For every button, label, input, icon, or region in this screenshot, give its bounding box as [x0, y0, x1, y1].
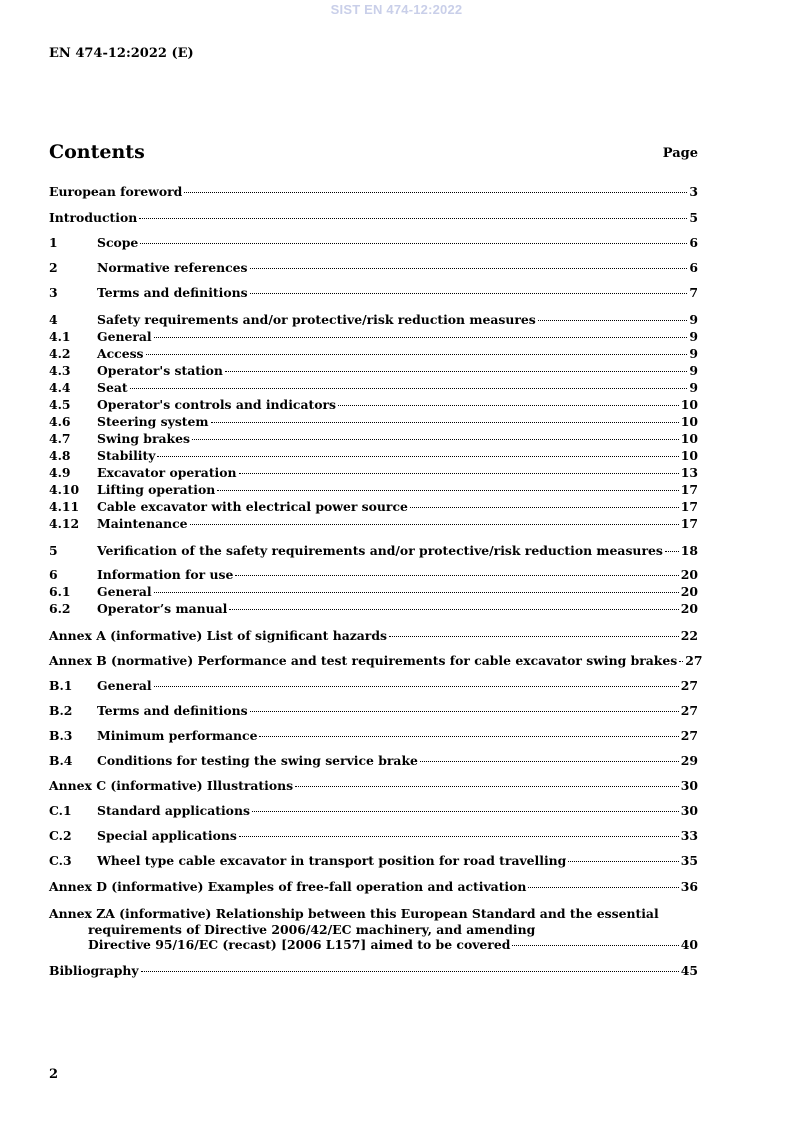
toc-entry[interactable] [49, 447, 698, 464]
dot-leader [665, 551, 679, 552]
dot-leader [157, 456, 678, 457]
dot-leader [250, 268, 688, 269]
dot-leader [259, 736, 678, 737]
toc-entry-title: Excavator operation [97, 465, 237, 480]
toc-entry-number: 4.5 [49, 397, 71, 412]
dot-leader [139, 218, 687, 219]
toc-entry-page: 30 [680, 803, 698, 818]
toc-entry-number: C.3 [49, 853, 72, 868]
dot-leader [512, 945, 678, 946]
toc-entry-page: 5 [689, 210, 698, 225]
toc-entry-title: Conditions for testing the swing service brake [97, 753, 418, 768]
toc-entry[interactable] [49, 878, 698, 895]
toc-entry-page: 20 [680, 584, 698, 599]
toc-entry[interactable] [49, 515, 698, 532]
toc-entry-page: 27 [680, 678, 698, 693]
toc-entry[interactable] [49, 652, 703, 669]
dot-leader [679, 661, 683, 662]
toc-entry-title: Operator’s manual [97, 601, 228, 616]
toc-entry[interactable] [49, 727, 698, 744]
toc-entry[interactable] [49, 583, 698, 600]
toc-entry-page: 22 [680, 628, 698, 643]
toc-entry-title: Normative references [97, 260, 248, 275]
toc-entry-number: 2 [49, 260, 58, 275]
toc-entry-title: Scope [97, 235, 139, 250]
toc-entry[interactable] [49, 396, 698, 413]
toc-entry-number: 5 [49, 543, 58, 558]
toc-entry-title: Terms and definitions [97, 285, 248, 300]
toc-entry-number: 4.7 [49, 431, 71, 446]
toc-entry-title: European foreword [49, 184, 183, 199]
toc-entry-page: 13 [680, 465, 698, 480]
toc-entry-page: 18 [680, 543, 698, 558]
toc-entry-number: 4.11 [49, 499, 80, 514]
toc-entry-page: 29 [680, 753, 698, 768]
toc-entry-title: Bibliography [49, 963, 139, 978]
dot-leader [252, 811, 679, 812]
toc-entry-page: 10 [680, 397, 698, 412]
toc-entry-title: Standard applications [97, 803, 250, 818]
toc-entry-page: 27 [680, 703, 698, 718]
toc-entry[interactable] [49, 259, 698, 276]
toc-entry[interactable] [49, 362, 698, 379]
toc-entry-title: Annex ZA (informative) Relationship between this European Standard and the essential [49, 906, 659, 921]
toc-entry-title: Seat [97, 380, 128, 395]
toc-entry-title: Annex A (informative) List of significant hazards [49, 628, 387, 643]
toc-entry-page: 7 [689, 285, 698, 300]
dot-leader [538, 320, 688, 321]
toc-entry-title: Lifting operation [97, 482, 216, 497]
toc-entry[interactable] [49, 413, 698, 430]
toc-entry-page: 17 [680, 499, 698, 514]
toc-entry-page: 6 [689, 260, 698, 275]
toc-entry[interactable] [49, 600, 698, 617]
toc-entry[interactable] [49, 498, 698, 515]
toc-entry-title: Swing brakes [97, 431, 190, 446]
toc-entry-number: 4.10 [49, 482, 80, 497]
dot-leader [130, 388, 688, 389]
toc-entry[interactable] [49, 311, 698, 328]
toc-entry[interactable] [49, 802, 698, 819]
page-column-label: Page [662, 146, 698, 161]
dot-leader [154, 592, 679, 593]
toc-entry-page: 10 [680, 431, 698, 446]
toc-entry-page: 9 [689, 312, 698, 327]
page-title: Contents [49, 141, 145, 163]
toc-entry[interactable] [49, 702, 698, 719]
dot-leader [184, 192, 687, 193]
toc-entry-title-continued: requirements of Directive 2006/42/EC machinery, and amending [88, 921, 536, 937]
toc-entry[interactable] [49, 430, 698, 447]
toc-entry-page: 10 [680, 414, 698, 429]
toc-entry-page: 6 [689, 235, 698, 250]
toc-entry-title: Special applications [97, 828, 237, 843]
toc-entry-title: Introduction [49, 210, 138, 225]
toc-entry[interactable] [49, 677, 698, 694]
dot-leader [239, 836, 679, 837]
toc-entry-title: Maintenance [97, 516, 188, 531]
toc-entry[interactable] [49, 183, 698, 200]
toc-entry[interactable] [49, 627, 698, 644]
dot-leader [420, 761, 679, 762]
toc-entry-page: 35 [680, 853, 698, 868]
toc-entry-page: 17 [680, 516, 698, 531]
toc-entry-page: 40 [680, 937, 698, 952]
dot-leader [229, 609, 678, 610]
document-id: EN 474-12:2022 (E) [49, 46, 194, 61]
toc-entry-number: C.2 [49, 828, 72, 843]
toc-entry-number: 4.4 [49, 380, 71, 395]
toc-entry-page: 9 [689, 380, 698, 395]
dot-leader [140, 243, 687, 244]
toc-entry-number: 6.1 [49, 584, 71, 599]
toc-entry-title: Annex B (normative) Performance and test requirements for cable excavator swing brakes [49, 653, 678, 668]
dot-leader [250, 293, 688, 294]
toc-entry[interactable] [49, 827, 698, 844]
dot-leader [295, 786, 679, 787]
toc-entry-number: 4.3 [49, 363, 71, 378]
toc-entry-page: 9 [689, 329, 698, 344]
toc-entry[interactable] [49, 752, 698, 769]
page-number: 2 [49, 1067, 59, 1082]
dot-leader [211, 422, 679, 423]
toc-entry-page: 9 [689, 363, 698, 378]
dot-leader [217, 490, 679, 491]
toc-entry-number: 4.9 [49, 465, 71, 480]
dot-leader [235, 575, 678, 576]
toc-entry-page: 36 [680, 879, 698, 894]
toc-entry-annex-za[interactable] [49, 906, 698, 953]
toc-entry-page: 30 [680, 778, 698, 793]
dot-leader [250, 711, 679, 712]
toc-entry-page: 20 [680, 601, 698, 616]
toc-entry-title: General [97, 584, 152, 599]
dot-leader [239, 473, 679, 474]
toc-entry-number: B.2 [49, 703, 73, 718]
toc-entry-number: 3 [49, 285, 58, 300]
toc-entry-number: 4.6 [49, 414, 71, 429]
toc-entry-title: Terms and definitions [97, 703, 248, 718]
toc-entry-number: C.1 [49, 803, 72, 818]
toc-entry-number: B.4 [49, 753, 73, 768]
toc-entry-page: 27 [685, 653, 703, 668]
toc-entry-title: General [97, 329, 152, 344]
dot-leader [192, 439, 679, 440]
toc-entry-number: 1 [49, 235, 58, 250]
toc-entry[interactable] [49, 852, 698, 869]
toc-entry[interactable] [49, 542, 698, 559]
toc-entry-page: 17 [680, 482, 698, 497]
dot-leader [389, 636, 679, 637]
toc-entry-number: 4.1 [49, 329, 71, 344]
toc-entry-number: 6.2 [49, 601, 71, 616]
toc-entry-title: Verification of the safety requirements and/or protective/risk reduction measures [97, 543, 663, 558]
toc-entry-page: 10 [680, 448, 698, 463]
toc-entry-page: 9 [689, 346, 698, 361]
toc-entry-number: 4.12 [49, 516, 80, 531]
toc-entry-page: 45 [680, 963, 698, 978]
dot-leader [141, 971, 679, 972]
toc-entry-page: 3 [689, 184, 698, 199]
toc-entry-title: Operator's controls and indicators [97, 397, 336, 412]
toc-entry[interactable] [49, 464, 698, 481]
dot-leader [410, 507, 679, 508]
toc-entry-title: Operator's station [97, 363, 223, 378]
toc-entry-number: B.1 [49, 678, 73, 693]
toc-entry[interactable] [49, 328, 698, 345]
dot-leader [146, 354, 688, 355]
dot-leader [225, 371, 687, 372]
dot-leader [338, 405, 679, 406]
toc-entry[interactable] [49, 345, 698, 362]
toc-entry-title: General [97, 678, 152, 693]
toc-entry-number: 6 [49, 567, 58, 582]
toc-entry[interactable] [49, 379, 698, 396]
toc-entry-page: 27 [680, 728, 698, 743]
toc-entry-title: Annex D (informative) Examples of free-fall operation and activation [49, 879, 527, 894]
toc-entry-title: Minimum performance [97, 728, 258, 743]
toc-entry-title: Safety requirements and/or protective/risk reduction measures [97, 312, 536, 327]
toc-entry[interactable] [49, 566, 698, 583]
toc-entry-title: Steering system [97, 414, 209, 429]
toc-entry-number: B.3 [49, 728, 73, 743]
toc-entry-title: Stability [97, 448, 156, 463]
toc-entry-number: 4.8 [49, 448, 71, 463]
dot-leader [528, 887, 678, 888]
toc-entry-title: Information for use [97, 567, 234, 582]
toc-entry[interactable] [49, 234, 698, 251]
watermark: SIST EN 474-12:2022 [330, 2, 463, 17]
toc-entry-number: 4.2 [49, 346, 71, 361]
toc-entry-title: Wheel type cable excavator in transport position for road travelling [97, 853, 567, 868]
toc-entry-title-continued: Directive 95/16/EC (recast) [2006 L157] aimed to be covered [88, 937, 511, 952]
toc-entry[interactable] [49, 962, 698, 979]
toc-entry[interactable] [49, 284, 698, 301]
toc-entry-page: 33 [680, 828, 698, 843]
toc-entry[interactable] [49, 777, 698, 794]
dot-leader [568, 861, 678, 862]
toc-entry-number: 4 [49, 312, 58, 327]
toc-entry-title: Cable excavator with electrical power source [97, 499, 408, 514]
dot-leader [190, 524, 679, 525]
toc-entry[interactable] [49, 209, 698, 226]
dot-leader [154, 686, 679, 687]
dot-leader [154, 337, 688, 338]
toc-entry-title: Annex C (informative) Illustrations [49, 778, 294, 793]
toc-entry-title: Access [97, 346, 144, 361]
toc-entry-page: 20 [680, 567, 698, 582]
toc-entry[interactable] [49, 481, 698, 498]
